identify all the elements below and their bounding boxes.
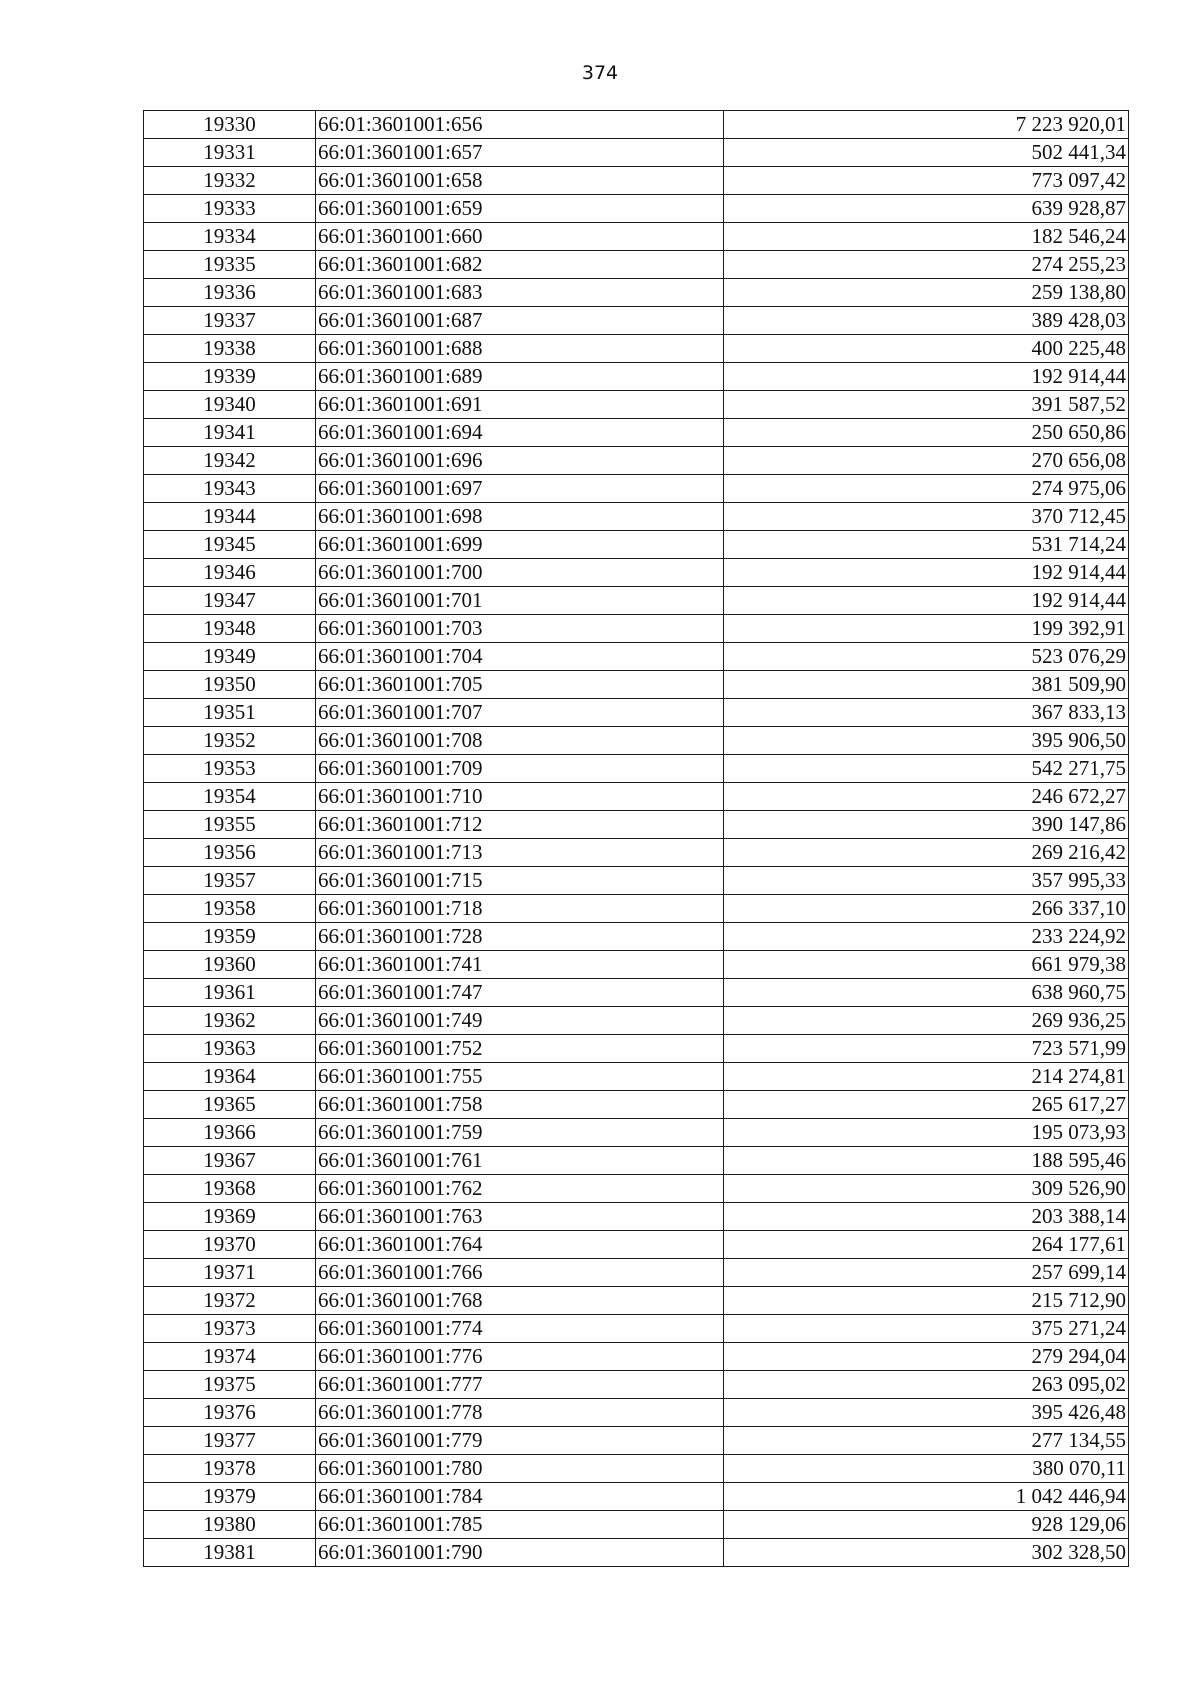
row-number-cell: 19355: [144, 811, 316, 839]
table-row: [144, 1399, 1129, 1427]
cadastral-number-cell: 66:01:3601001:776: [316, 1343, 724, 1371]
table-row: [144, 1259, 1129, 1287]
cadastral-number-cell: 66:01:3601001:699: [316, 531, 724, 559]
table-row: [144, 307, 1129, 335]
row-number-cell: 19340: [144, 391, 316, 419]
cadastral-value-cell: 274 255,23: [724, 251, 1129, 279]
cadastral-value-cell: 302 328,50: [724, 1539, 1129, 1567]
row-number-cell: 19330: [144, 111, 316, 139]
cadastral-value-cell: 531 714,24: [724, 531, 1129, 559]
cadastral-number-cell: 66:01:3601001:780: [316, 1455, 724, 1483]
cadastral-number-cell: 66:01:3601001:774: [316, 1315, 724, 1343]
row-number-cell: 19379: [144, 1483, 316, 1511]
row-number-cell: 19343: [144, 475, 316, 503]
cadastral-value-cell: 309 526,90: [724, 1175, 1129, 1203]
table-row: [144, 1119, 1129, 1147]
table-row: [144, 531, 1129, 559]
row-number-cell: 19346: [144, 559, 316, 587]
page-number: 374: [581, 62, 619, 84]
table-row: [144, 1427, 1129, 1455]
cadastral-number-cell: 66:01:3601001:779: [316, 1427, 724, 1455]
table-row: [144, 671, 1129, 699]
table-row: [144, 475, 1129, 503]
cadastral-number-cell: 66:01:3601001:709: [316, 755, 724, 783]
table-row: [144, 1147, 1129, 1175]
cadastral-value-cell: 542 271,75: [724, 755, 1129, 783]
row-number-cell: 19372: [144, 1287, 316, 1315]
cadastral-number-cell: 66:01:3601001:691: [316, 391, 724, 419]
row-number-cell: 19369: [144, 1203, 316, 1231]
cadastral-value-cell: 269 936,25: [724, 1007, 1129, 1035]
table-row: [144, 615, 1129, 643]
table-row: [144, 1203, 1129, 1231]
table-row: [144, 111, 1129, 139]
table-row: [144, 727, 1129, 755]
row-number-cell: 19362: [144, 1007, 316, 1035]
cadastral-value-cell: 192 914,44: [724, 559, 1129, 587]
cadastral-number-cell: 66:01:3601001:758: [316, 1091, 724, 1119]
row-number-cell: 19360: [144, 951, 316, 979]
cadastral-number-cell: 66:01:3601001:777: [316, 1371, 724, 1399]
cadastral-number-cell: 66:01:3601001:659: [316, 195, 724, 223]
table-row: [144, 587, 1129, 615]
cadastral-number-cell: 66:01:3601001:768: [316, 1287, 724, 1315]
cadastral-value-cell: 195 073,93: [724, 1119, 1129, 1147]
table-row: [144, 755, 1129, 783]
cadastral-number-cell: 66:01:3601001:749: [316, 1007, 724, 1035]
cadastral-number-cell: 66:01:3601001:698: [316, 503, 724, 531]
cadastral-value-cell: 277 134,55: [724, 1427, 1129, 1455]
cadastral-number-cell: 66:01:3601001:741: [316, 951, 724, 979]
row-number-cell: 19334: [144, 223, 316, 251]
cadastral-value-cell: 274 975,06: [724, 475, 1129, 503]
cadastral-number-cell: 66:01:3601001:701: [316, 587, 724, 615]
row-number-cell: 19366: [144, 1119, 316, 1147]
row-number-cell: 19349: [144, 643, 316, 671]
cadastral-value-cell: 257 699,14: [724, 1259, 1129, 1287]
row-number-cell: 19377: [144, 1427, 316, 1455]
table-row: [144, 699, 1129, 727]
cadastral-number-cell: 66:01:3601001:657: [316, 139, 724, 167]
cadastral-value-cell: 400 225,48: [724, 335, 1129, 363]
cadastral-value-cell: 264 177,61: [724, 1231, 1129, 1259]
table-row: [144, 1035, 1129, 1063]
table-row: [144, 643, 1129, 671]
cadastral-value-cell: 246 672,27: [724, 783, 1129, 811]
row-number-cell: 19374: [144, 1343, 316, 1371]
cadastral-value-cell: 1 042 446,94: [724, 1483, 1129, 1511]
cadastral-number-cell: 66:01:3601001:785: [316, 1511, 724, 1539]
cadastral-value-cell: 259 138,80: [724, 279, 1129, 307]
table-row: [144, 447, 1129, 475]
table-row: [144, 1175, 1129, 1203]
cadastral-value-cell: 389 428,03: [724, 307, 1129, 335]
row-number-cell: 19371: [144, 1259, 316, 1287]
row-number-cell: 19354: [144, 783, 316, 811]
table-row: [144, 195, 1129, 223]
cadastral-value-cell: 192 914,44: [724, 363, 1129, 391]
cadastral-value-cell: 199 392,91: [724, 615, 1129, 643]
cadastral-number-cell: 66:01:3601001:683: [316, 279, 724, 307]
row-number-cell: 19332: [144, 167, 316, 195]
row-number-cell: 19347: [144, 587, 316, 615]
table-row: [144, 1231, 1129, 1259]
table-row: [144, 1091, 1129, 1119]
cadastral-value-cell: 269 216,42: [724, 839, 1129, 867]
cadastral-number-cell: 66:01:3601001:755: [316, 1063, 724, 1091]
cadastral-number-cell: 66:01:3601001:700: [316, 559, 724, 587]
table-row: [144, 167, 1129, 195]
row-number-cell: 19353: [144, 755, 316, 783]
cadastral-number-cell: 66:01:3601001:778: [316, 1399, 724, 1427]
cadastral-number-cell: 66:01:3601001:762: [316, 1175, 724, 1203]
cadastral-number-cell: 66:01:3601001:696: [316, 447, 724, 475]
cadastral-number-cell: 66:01:3601001:707: [316, 699, 724, 727]
cadastral-value-cell: 502 441,34: [724, 139, 1129, 167]
cadastral-number-cell: 66:01:3601001:761: [316, 1147, 724, 1175]
row-number-cell: 19331: [144, 139, 316, 167]
cadastral-number-cell: 66:01:3601001:747: [316, 979, 724, 1007]
cadastral-value-cell: 661 979,38: [724, 951, 1129, 979]
row-number-cell: 19368: [144, 1175, 316, 1203]
row-number-cell: 19378: [144, 1455, 316, 1483]
row-number-cell: 19352: [144, 727, 316, 755]
table-row: [144, 559, 1129, 587]
row-number-cell: 19376: [144, 1399, 316, 1427]
table-row: [144, 391, 1129, 419]
row-number-cell: 19344: [144, 503, 316, 531]
row-number-cell: 19365: [144, 1091, 316, 1119]
cadastral-number-cell: 66:01:3601001:715: [316, 867, 724, 895]
table-row: [144, 1539, 1129, 1567]
row-number-cell: 19350: [144, 671, 316, 699]
row-number-cell: 19339: [144, 363, 316, 391]
cadastral-number-cell: 66:01:3601001:656: [316, 111, 724, 139]
cadastral-value-cell: 182 546,24: [724, 223, 1129, 251]
cadastral-value-cell: 265 617,27: [724, 1091, 1129, 1119]
cadastral-value-cell: 233 224,92: [724, 923, 1129, 951]
table-row: [144, 1455, 1129, 1483]
cadastral-number-cell: 66:01:3601001:705: [316, 671, 724, 699]
table-row: [144, 1371, 1129, 1399]
cadastral-value-cell: 203 388,14: [724, 1203, 1129, 1231]
cadastral-number-cell: 66:01:3601001:784: [316, 1483, 724, 1511]
cadastral-number-cell: 66:01:3601001:687: [316, 307, 724, 335]
cadastral-value-cell: 638 960,75: [724, 979, 1129, 1007]
table-row: [144, 335, 1129, 363]
cadastral-number-cell: 66:01:3601001:718: [316, 895, 724, 923]
cadastral-number-cell: 66:01:3601001:660: [316, 223, 724, 251]
table-row: [144, 251, 1129, 279]
cadastral-number-cell: 66:01:3601001:710: [316, 783, 724, 811]
row-number-cell: 19359: [144, 923, 316, 951]
cadastral-value-cell: 375 271,24: [724, 1315, 1129, 1343]
cadastral-number-cell: 66:01:3601001:658: [316, 167, 724, 195]
cadastral-number-cell: 66:01:3601001:682: [316, 251, 724, 279]
row-number-cell: 19338: [144, 335, 316, 363]
table-row: [144, 503, 1129, 531]
cadastral-number-cell: 66:01:3601001:697: [316, 475, 724, 503]
table-row: [144, 867, 1129, 895]
cadastral-value-cell: 391 587,52: [724, 391, 1129, 419]
table-row: [144, 139, 1129, 167]
cadastral-number-cell: 66:01:3601001:704: [316, 643, 724, 671]
row-number-cell: 19335: [144, 251, 316, 279]
cadastral-value-cell: 214 274,81: [724, 1063, 1129, 1091]
cadastral-value-cell: 188 595,46: [724, 1147, 1129, 1175]
cadastral-number-cell: 66:01:3601001:703: [316, 615, 724, 643]
cadastral-number-cell: 66:01:3601001:764: [316, 1231, 724, 1259]
cadastral-value-cell: 7 223 920,01: [724, 111, 1129, 139]
cadastral-value-cell: 279 294,04: [724, 1343, 1129, 1371]
row-number-cell: 19380: [144, 1511, 316, 1539]
cadastral-value-cell: 263 095,02: [724, 1371, 1129, 1399]
cadastral-number-cell: 66:01:3601001:689: [316, 363, 724, 391]
table-row: [144, 1315, 1129, 1343]
cadastral-value-cell: 773 097,42: [724, 167, 1129, 195]
row-number-cell: 19348: [144, 615, 316, 643]
row-number-cell: 19351: [144, 699, 316, 727]
row-number-cell: 19370: [144, 1231, 316, 1259]
cadastral-value-cell: 370 712,45: [724, 503, 1129, 531]
cadastral-number-cell: 66:01:3601001:790: [316, 1539, 724, 1567]
cadastral-value-cell: 395 906,50: [724, 727, 1129, 755]
table-row: [144, 923, 1129, 951]
row-number-cell: 19336: [144, 279, 316, 307]
cadastral-number-cell: 66:01:3601001:713: [316, 839, 724, 867]
row-number-cell: 19373: [144, 1315, 316, 1343]
table-row: [144, 1343, 1129, 1371]
row-number-cell: 19345: [144, 531, 316, 559]
cadastral-value-cell: 266 337,10: [724, 895, 1129, 923]
cadastral-number-cell: 66:01:3601001:759: [316, 1119, 724, 1147]
cadastral-value-cell: 523 076,29: [724, 643, 1129, 671]
row-number-cell: 19337: [144, 307, 316, 335]
table-row: [144, 839, 1129, 867]
cadastral-number-cell: 66:01:3601001:688: [316, 335, 724, 363]
cadastral-number-cell: 66:01:3601001:694: [316, 419, 724, 447]
table-row: [144, 363, 1129, 391]
row-number-cell: 19357: [144, 867, 316, 895]
cadastral-value-cell: 723 571,99: [724, 1035, 1129, 1063]
table-row: [144, 783, 1129, 811]
table-row: [144, 979, 1129, 1007]
cadastral-value-cell: 270 656,08: [724, 447, 1129, 475]
row-number-cell: 19356: [144, 839, 316, 867]
cadastral-value-cell: 357 995,33: [724, 867, 1129, 895]
table-row: [144, 279, 1129, 307]
row-number-cell: 19333: [144, 195, 316, 223]
table-row: [144, 951, 1129, 979]
cadastral-value-table: [143, 110, 1129, 1567]
cadastral-value-cell: 390 147,86: [724, 811, 1129, 839]
row-number-cell: 19358: [144, 895, 316, 923]
table-row: [144, 1511, 1129, 1539]
table-row: [144, 1483, 1129, 1511]
table-row: [144, 895, 1129, 923]
cadastral-number-cell: 66:01:3601001:763: [316, 1203, 724, 1231]
table-row: [144, 1063, 1129, 1091]
cadastral-value-cell: 928 129,06: [724, 1511, 1129, 1539]
table-row: [144, 1007, 1129, 1035]
row-number-cell: 19363: [144, 1035, 316, 1063]
cadastral-value-cell: 367 833,13: [724, 699, 1129, 727]
row-number-cell: 19364: [144, 1063, 316, 1091]
row-number-cell: 19342: [144, 447, 316, 475]
cadastral-value-cell: 380 070,11: [724, 1455, 1129, 1483]
cadastral-value-cell: 639 928,87: [724, 195, 1129, 223]
row-number-cell: 19375: [144, 1371, 316, 1399]
table-row: [144, 223, 1129, 251]
cadastral-number-cell: 66:01:3601001:708: [316, 727, 724, 755]
table-row: [144, 1287, 1129, 1315]
cadastral-value-cell: 395 426,48: [724, 1399, 1129, 1427]
table-row: [144, 811, 1129, 839]
cadastral-number-cell: 66:01:3601001:712: [316, 811, 724, 839]
table-body: [144, 111, 1129, 1567]
cadastral-value-cell: 215 712,90: [724, 1287, 1129, 1315]
row-number-cell: 19361: [144, 979, 316, 1007]
row-number-cell: 19367: [144, 1147, 316, 1175]
row-number-cell: 19381: [144, 1539, 316, 1567]
cadastral-value-cell: 381 509,90: [724, 671, 1129, 699]
cadastral-number-cell: 66:01:3601001:752: [316, 1035, 724, 1063]
table-row: [144, 419, 1129, 447]
row-number-cell: 19341: [144, 419, 316, 447]
cadastral-value-cell: 192 914,44: [724, 587, 1129, 615]
cadastral-number-cell: 66:01:3601001:728: [316, 923, 724, 951]
cadastral-value-cell: 250 650,86: [724, 419, 1129, 447]
cadastral-number-cell: 66:01:3601001:766: [316, 1259, 724, 1287]
